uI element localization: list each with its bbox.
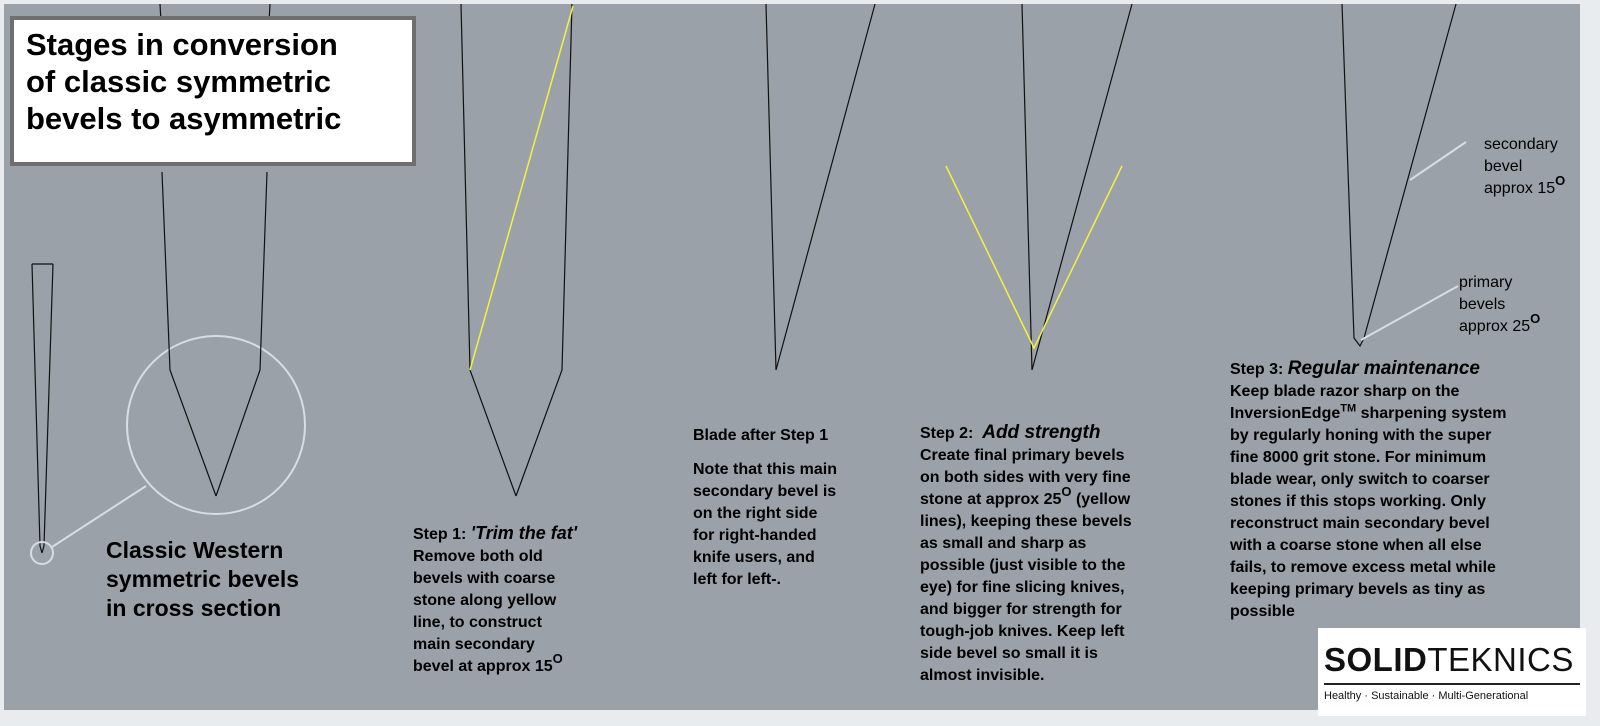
logo-normal-part: TEKNICS <box>1427 641 1574 678</box>
step3-line: blade wear, only switch to coarser <box>1230 471 1490 488</box>
classic-caption-line: symmetric bevels <box>106 566 300 592</box>
primary-label-line: primary <box>1459 274 1513 291</box>
page-title <box>26 26 341 137</box>
step2-line: almost invisible. <box>920 667 1045 684</box>
step1-heading <box>413 522 577 546</box>
degree-symbol: O <box>1555 173 1566 188</box>
step3-line: stones if this stops working. Only <box>1230 493 1487 510</box>
step2-angle-suffix: (yellow <box>1071 491 1131 508</box>
trademark-symbol: TM <box>1340 402 1357 415</box>
step1-title: 'Trim the fat' <box>470 523 578 543</box>
secondary-label-line: bevel <box>1484 158 1523 175</box>
step3-line: with a coarse stone when all else <box>1230 537 1482 554</box>
step3-product-line <box>1230 403 1506 425</box>
after-step1-line: secondary bevel is <box>693 483 837 500</box>
after-step1-line: on the right side <box>693 505 818 522</box>
step3-caption <box>1230 358 1506 623</box>
after-step1-line: knife users, and <box>693 549 815 566</box>
step2-caption <box>920 422 1132 687</box>
title-box <box>10 16 416 166</box>
step2-line: side bevel so small it is <box>920 645 1098 662</box>
step2-line: possible (just visible to the <box>920 557 1126 574</box>
step2-angle-text: stone at approx 25 <box>920 491 1062 508</box>
step2-line: lines), keeping these bevels <box>920 513 1132 530</box>
after-step1-title: Blade after Step 1 <box>693 427 829 444</box>
step2-line: eye) for fine slicing knives, <box>920 579 1125 596</box>
secondary-label-line: secondary <box>1484 136 1558 153</box>
step2-line: as small and sharp as <box>920 535 1087 552</box>
primary-label-angle <box>1459 311 1541 338</box>
step2-heading <box>920 422 1132 445</box>
step2-line: tough-job knives. Keep left <box>920 623 1125 640</box>
primary-bevel-label <box>1459 272 1540 338</box>
step3-line: fails, to remove excess metal while <box>1230 559 1496 576</box>
degree-symbol: O <box>1530 311 1541 326</box>
primary-angle-text: approx 25 <box>1459 318 1531 335</box>
title-line-3: bevels to asymmetric <box>26 101 342 136</box>
step2-title: Add strength <box>982 422 1101 443</box>
logo-wordmark <box>1324 641 1574 679</box>
step3-line: possible <box>1230 603 1295 620</box>
product-name: InversionEdge <box>1230 405 1341 422</box>
step2-angle-line <box>920 484 1132 511</box>
step1-line: stone along yellow <box>413 592 557 609</box>
step2-line: and bigger for strength for <box>920 601 1122 618</box>
right-strip <box>1580 0 1600 726</box>
top-strip <box>0 0 1600 4</box>
classic-caption-line: in cross section <box>106 595 282 621</box>
step3-line: by regularly honing with the super <box>1230 427 1492 444</box>
step3-line: fine 8000 grit stone. For minimum <box>1230 449 1487 466</box>
step1-line: line, to construct <box>413 614 542 631</box>
step3-line: keeping primary bevels as tiny as <box>1230 581 1486 598</box>
degree-symbol: O <box>552 651 563 666</box>
secondary-bevel-label <box>1484 134 1565 200</box>
degree-symbol: O <box>1061 484 1072 499</box>
logo-tagline: Healthy · Sustainable · Multi-Generational <box>1324 690 1529 702</box>
after-step1-line: left for left-. <box>693 571 781 588</box>
left-strip <box>0 0 4 726</box>
primary-label-line: bevels <box>1459 296 1506 313</box>
classic-caption-line: Classic Western <box>106 537 284 563</box>
title-line-2: of classic symmetric <box>26 64 332 99</box>
step1-line: Remove both old <box>413 548 543 565</box>
step1-angle-line <box>413 651 577 678</box>
after-step1-line: for right-handed <box>693 527 817 544</box>
step3-heading <box>1230 358 1506 381</box>
step3-prefix: Step 3: <box>1230 361 1288 378</box>
step2-prefix: Step 2: <box>920 425 983 442</box>
step2-line: Create final primary bevels <box>920 447 1125 464</box>
step1-prefix: Step 1: <box>413 526 471 543</box>
step3-line: Keep blade razor sharp on the <box>1230 383 1460 400</box>
secondary-angle-text: approx 15 <box>1484 180 1556 197</box>
after-step1-line: Note that this main <box>693 461 838 478</box>
step1-caption <box>413 522 577 678</box>
classic-caption <box>106 536 299 623</box>
step1-line: main secondary <box>413 636 535 653</box>
logo-rule <box>1324 683 1580 685</box>
step3-line: reconstruct main secondary bevel <box>1230 515 1490 532</box>
step1-line: bevels with coarse <box>413 570 556 587</box>
after-step1-caption <box>693 425 837 591</box>
step2-line: on both sides with very fine <box>920 469 1131 486</box>
secondary-label-angle <box>1484 173 1566 200</box>
solidteknics-logo <box>1318 628 1586 716</box>
logo-bold-part: SOLID <box>1324 641 1428 678</box>
step3-title: Regular maintenance <box>1287 358 1480 379</box>
step3-product-suffix: sharpening system <box>1356 405 1507 422</box>
title-line-1: Stages in conversion <box>26 27 338 62</box>
step1-angle-text: bevel at approx 15 <box>413 658 553 675</box>
